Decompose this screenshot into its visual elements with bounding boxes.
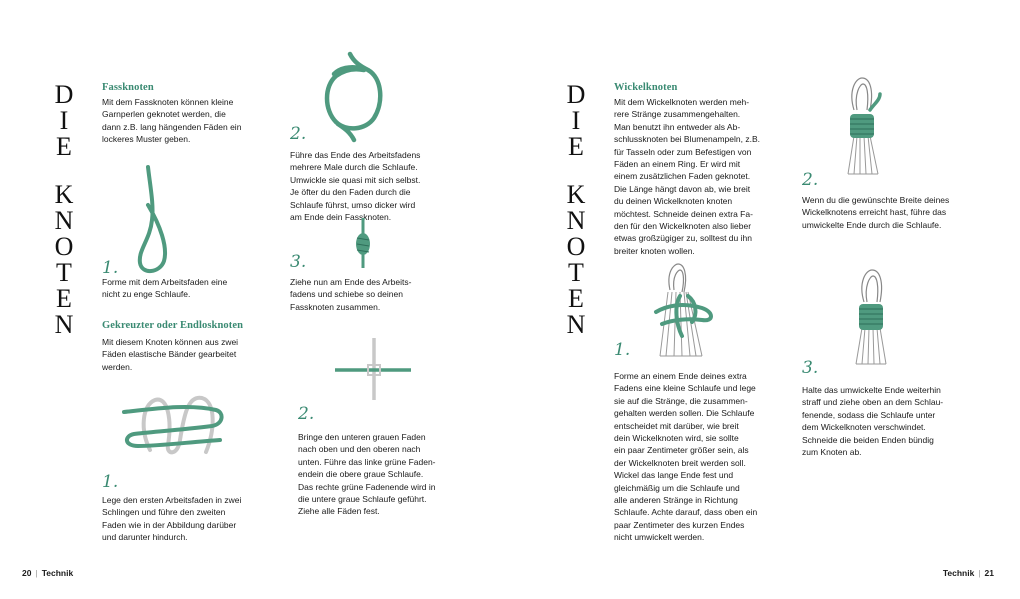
fassknoten-step1-number: 1. [102,258,119,278]
wickelknoten-step2-number: 2. [802,170,819,190]
fassknoten-step3-text: Ziehe nun am Ende des Arbeits- fadens und schiebe so deinen Fassknoten zusammen. [290,277,412,312]
wickelknoten-step3-number: 3. [802,358,819,378]
endlosknoten-step2-illustration [335,338,411,400]
fassknoten-step2-number: 2. [290,124,307,144]
wickelknoten-heading: Wickelknoten [614,82,678,93]
fassknoten-step1-text: Forme mit dem Arbeitsfaden eine nicht zu enge Schlaufe. [102,277,228,300]
wickelknoten-intro: Mit dem Wickelknoten werden meh- rere Stränge zusammengehalten. Man benutzt ihn entweder als Ab- schlussknoten bei Blumenampeln, z.B. für Tasseln oder zum Befestigen von Fäden an einem Ring. Er wird mit einem zusätzlichen Faden geknotet. Die Länge hängt davon ab, wie breit du deinen Wickelknoten knoten möchtest. Schneide deinen extra Fa- den für den Wickelknoten also lieber etwas großzügiger zu, solltest du ihn breiter knoten wollen. [614,97,760,256]
endlosknoten-heading: Gekreuzter oder Endlosknoten [102,320,244,331]
wickelknoten-step2-text: Wenn du die gewünschte Breite deines Wickelknotens erreicht hast, führe das umwickelte Ende durch die Schlaufe. [802,195,950,230]
fassknoten-step1-illustration [130,165,180,280]
fassknoten-heading: Fassknoten [102,82,154,93]
fassknoten-step2-text: Führe das Ende des Arbeitsfadens mehrere Male durch die Schlaufe. Umwickle sie quasi mit sich selbst. Je öfter du den Faden durch die Schlaufe führst, umso dicker wird am Ende dein Fassknoten. [290,150,421,223]
endlosknoten-step2-number: 2. [298,404,315,424]
wickelknoten-step1-illustration [652,262,718,358]
left-vertical-title: D I E K N O T E N [54,80,74,339]
wickelknoten-step1-text: Forme an einem Ende deines extra Fadens eine kleine Schlaufe und lege sie auf die Stränge, die zusammen- gehalten werden sollen. Die Schlaufe entscheidet mit darüber, wie breit dein Wickelknoten wird, sie sollte ein paar Zentimeter größer sein, als der Wickelknoten breit werden soll. Wickel das lange Ende fest und gleichmäßig um die Schlaufe und alle anderen Stränge in Richtung Schlaufe. Achte darauf, dass oben ein paar Zentimeter des kurzen Endes nicht umwickelt werden. [614,371,758,543]
wickelknoten-step1-number: 1. [614,340,631,360]
wickelknoten-step3-illustration [850,266,894,366]
fassknoten-step3-illustration [350,218,376,268]
wickelknoten-step3-text: Halte das umwickelte Ende weiterhin straff und ziehe oben an dem Schlau- fenende, sodass die Schlaufe unter dem Wickelknoten verschwindet. Schneide die beiden Enden bündig zum Knoten ab. [802,385,944,458]
right-vertical-title: D I E K N O T E N [566,80,586,339]
wickelknoten-step2-illustration [840,76,886,176]
fassknoten-step2-illustration [320,52,390,142]
left-folio: 20 | Technik [22,568,74,578]
fassknoten-step3-number: 3. [290,252,307,272]
endlosknoten-step2-text: Bringe den unteren grauen Faden nach oben und den oberen nach unten. Führe das linke grüne Faden- endein die obere graue Schlaufe. Das rechte grüne Fadenende wird in die untere graue Schlaufe geführt. Ziehe alle Fäden fest. [298,432,436,517]
endlosknoten-step1-illustration [120,390,230,460]
endlosknoten-intro: Mit diesem Knoten können aus zwei Fäden elastische Bänder gearbeitet werden. [102,337,239,372]
right-folio: Technik | 21 [942,568,994,578]
endlosknoten-step1-text: Lege den ersten Arbeitsfaden in zwei Schlingen und führe den zweiten Faden wie in der Abbildung darüber und darunter hindurch. [102,495,242,543]
endlosknoten-step1-number: 1. [102,472,119,492]
fassknoten-intro: Mit dem Fassknoten können kleine Garnperlen geknotet werden, die dann z.B. lang hängenden Fäden ein lockeres Muster geben. [102,97,242,145]
